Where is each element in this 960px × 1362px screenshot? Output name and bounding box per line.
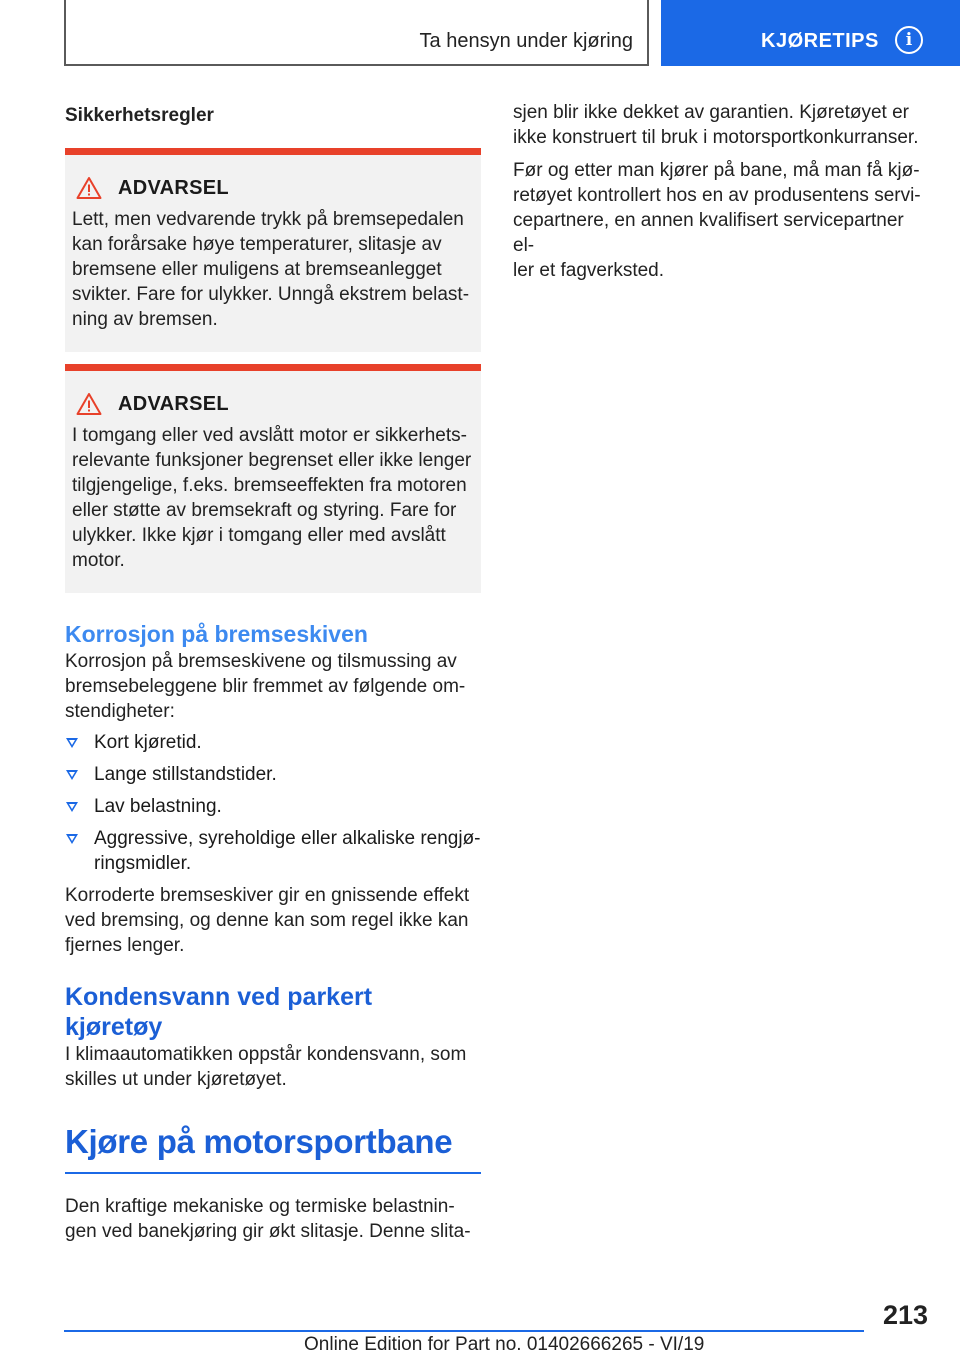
list-item: Lange stillstandstider.: [65, 762, 481, 787]
section-title[interactable]: Ta hensyn under kjøring: [419, 30, 633, 52]
corrosion-list: [65, 730, 481, 876]
triangle-bullet-icon: [66, 738, 78, 748]
header-section-box: [64, 0, 649, 66]
service-paragraph: Før og etter man kjører på bane, må man få kjø- retøyet kontrollert hos en av produsentens servi- cepartnere, en annen kvalifisert servicepartner el- ler et fagverksted.: [513, 160, 921, 281]
motorsport-text: Den kraftige mekaniske og termiske belastnin- gen ved banekjøring gir økt slitasje. Denne slita-: [65, 1196, 471, 1242]
warning-triangle-icon: [76, 392, 102, 416]
triangle-bullet-icon: [66, 834, 78, 844]
warning-text: I tomgang eller ved avslått motor er sikkerhets- relevante funksjoner begrenset eller ikke lenger tilgjengelige, f.eks. bremseeffekten fra motoren eller støtte av bremsekraft og styring. Fare for ulykker. Ikke kjør i tomgang eller med avslått motor.: [72, 425, 472, 571]
list-item: Aggressive, syreholdige eller alkaliske rengjø- ringsmidler.: [65, 826, 481, 876]
safety-heading: Sikkerhetsregler: [65, 105, 214, 126]
edition-footer: Online Edition for Part no. 01402666265 - VI/19: [304, 1334, 705, 1355]
corrosion-heading: Korrosjon på bremseskiven: [65, 621, 368, 647]
tab-kjoretips[interactable]: KJØRETIPS: [761, 30, 879, 52]
corrosion-intro: Korrosjon på bremseskivene og tilsmussing av bremsebeleggene blir fremmet av følgende om- stendigheter:: [65, 651, 466, 722]
left-column: [65, 100, 481, 1244]
condensation-text: I klimaautomatikken oppstår kondensvann, som skilles ut under kjøretøyet.: [65, 1044, 467, 1090]
warning-title: ADVARSEL: [118, 392, 229, 415]
warning-text: Lett, men vedvarende trykk på bremsepedalen kan forårsake høye temperaturer, slitasje av bremsene eller muligens at bremseanlegget svikter. Fare for ulykker. Unngå ekstrem belast- ning av bremsen.: [72, 209, 470, 330]
list-item: Lav belastning.: [65, 794, 481, 819]
warning-box: [65, 148, 481, 352]
triangle-bullet-icon: [66, 770, 78, 780]
header-active-tab[interactable]: [661, 0, 960, 66]
condensation-heading: Kondensvann ved parkert kjøretøy: [65, 983, 373, 1041]
motorsport-continued: sjen blir ikke dekket av garantien. Kjøretøyet er ikke konstruert til bruk i motorsportkonkurranser.: [513, 102, 919, 148]
warning-title: ADVARSEL: [118, 176, 229, 199]
list-item: Kort kjøretid.: [65, 730, 481, 755]
warning-triangle-icon: [76, 176, 102, 200]
page-number: 213: [882, 1300, 928, 1330]
motorsport-heading: Kjøre på motorsportbane: [65, 1122, 481, 1174]
warning-box: [65, 364, 481, 593]
corrosion-outro: Korroderte bremseskiver gir en gnissende effekt ved bremsing, og denne kan som regel ikke kan fjernes lenger.: [65, 885, 470, 956]
footer-divider: [64, 1330, 864, 1332]
triangle-bullet-icon: [66, 802, 78, 812]
right-column: [513, 100, 929, 283]
info-circle-icon[interactable]: i: [895, 26, 923, 54]
